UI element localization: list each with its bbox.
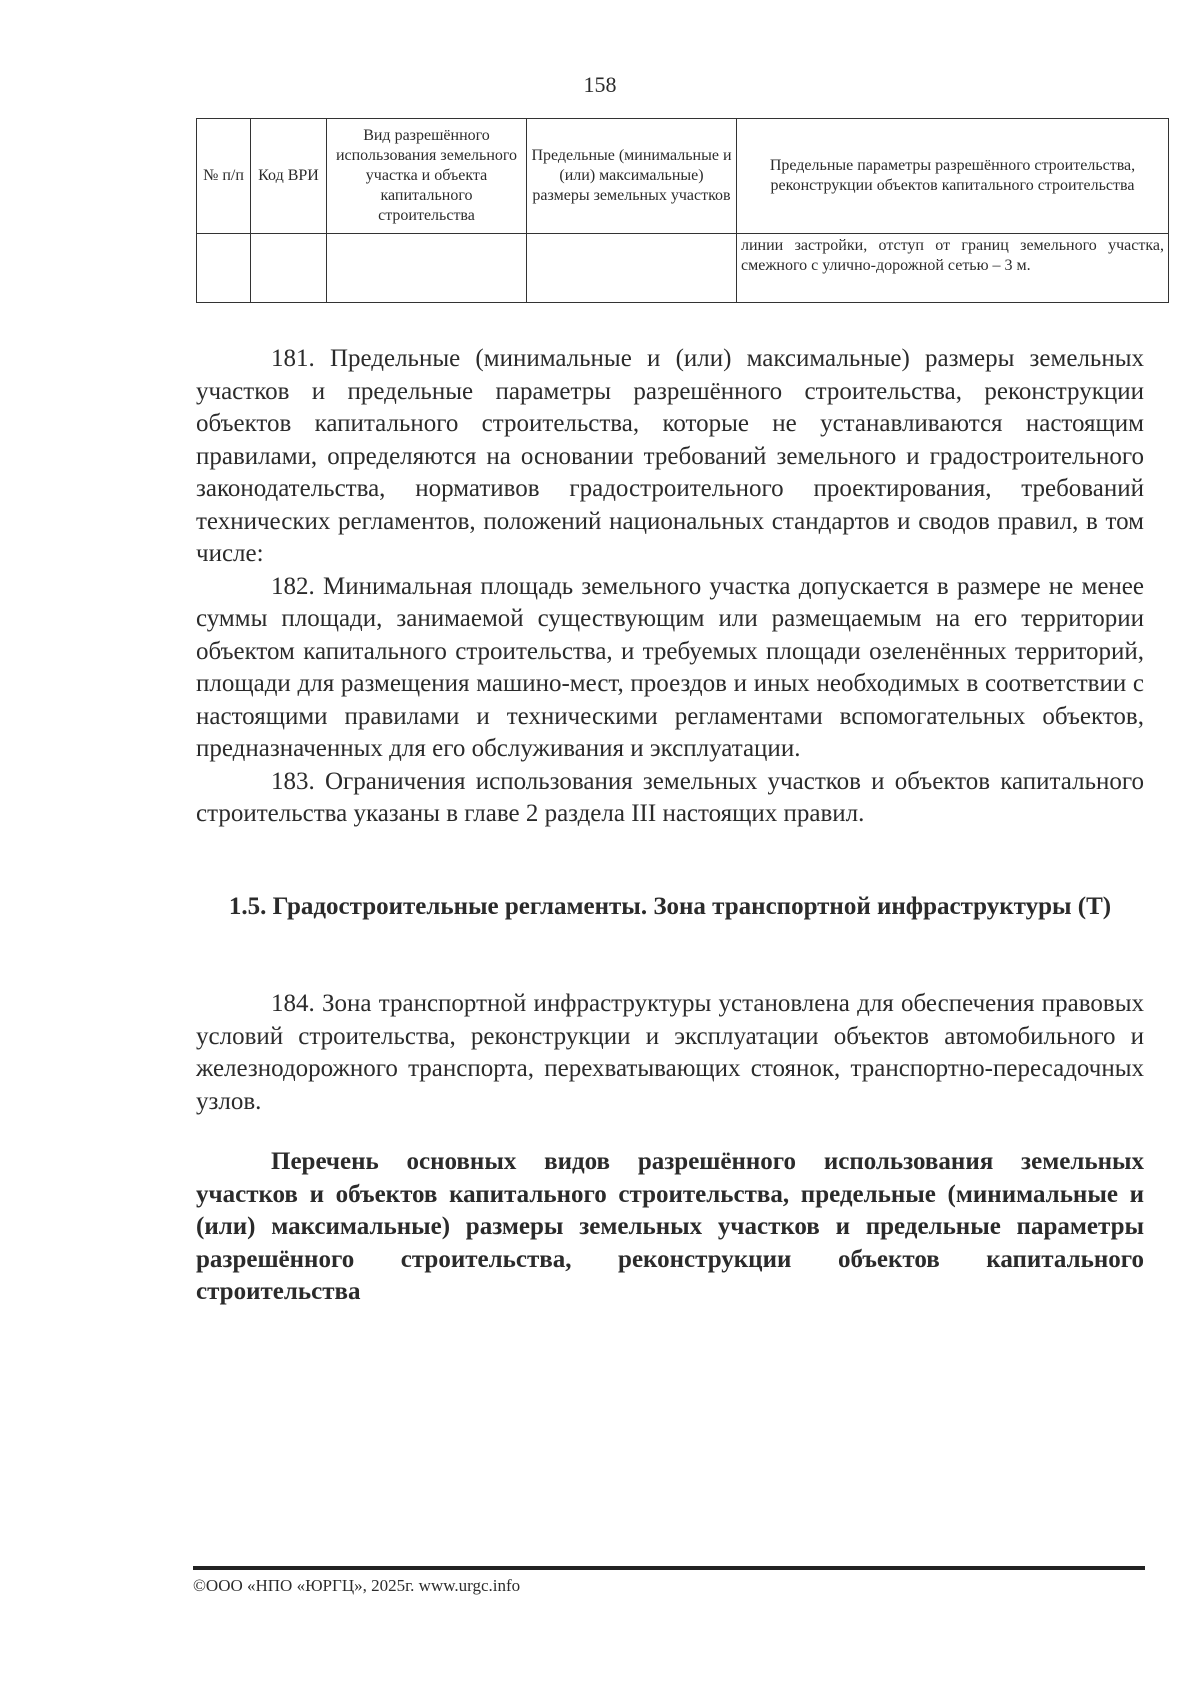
body-paragraphs-181-183 [196, 343, 1144, 831]
paragraph-181: 181. Предельные (минимальные и (или) максимальные) размеры земельных участков и предельные параметры разрешённого строительства, реконструкции объектов капитального строительства, которые не устанавливаются настоящим правилами, определяются на основании требований земельного и градостроительного законодательства, нормативов градостроительного проектирования, требований технических регламентов, положений национальных стандартов и сводов правил, в том числе: [196, 345, 1144, 567]
table-row [197, 234, 1169, 303]
paragraph-182: 182. Минимальная площадь земельного участка допускается в размере не менее суммы площади, занимаемой существующим или размещаемым на его территории объектом капитального строительства, и требуемых площади озеленённых территорий, площади для размещения машино-мест, проездов и иных необходимых в соответствии с настоящими правилами и техническими регламентами вспомогательных объектов, предназначенных для его обслуживания и эксплуатации. [196, 572, 1144, 762]
paragraph-183: 183. Ограничения использования земельных участков и объектов капитального строительства указаны в главе 2 раздела III настоящих правил. [196, 767, 1144, 827]
header-use-type: Вид разрешённого использования земельного участка и объекта капитального строительства [327, 119, 527, 234]
section-heading: 1.5. Градостроительные регламенты. Зона транспортной инфраструктуры (Т) [228, 893, 1112, 920]
regulations-table [196, 118, 1169, 303]
table-cell [527, 234, 737, 303]
table-cell [251, 234, 327, 303]
table-cell [327, 234, 527, 303]
footer-copyright: ©ООО «НПО «ЮРГЦ», 2025г. www.urgc.info [193, 1576, 521, 1595]
header-plot-sizes: Предельные (минимальные и (или) максимальные) размеры земельных участков [527, 119, 737, 234]
page-number: 158 [583, 72, 617, 97]
header-code: Код ВРИ [251, 119, 327, 234]
table-cell [197, 234, 251, 303]
footer-divider [193, 1566, 1145, 1570]
header-construction-params: Предельные параметры разрешённого строительства, реконструкции объектов капитального строительства [737, 119, 1169, 234]
paragraph-184: 184. Зона транспортной инфраструктуры установлена для обеспечения правовых условий строительства, реконструкции и эксплуатации объектов автомобильного и железнодорожного транспорта, перехватывающих стоянок, транспортно-пересадочных узлов. [196, 990, 1144, 1115]
body-paragraph-184-block [196, 988, 1144, 1118]
list-heading: Перечень основных видов разрешённого использования земельных участков и объектов капитального строительства, предельные (минимальные и (или) максимальные) размеры земельных участков и предельные параметры разрешённого строительства, реконструкции объектов капитального строительства [196, 1148, 1144, 1305]
table-cell: линии застройки, отступ от границ земельного участка, смежного с улично-дорожной сетью – 3 м. [737, 234, 1169, 303]
header-number: № п/п [197, 119, 251, 234]
table-header-row [197, 119, 1169, 234]
